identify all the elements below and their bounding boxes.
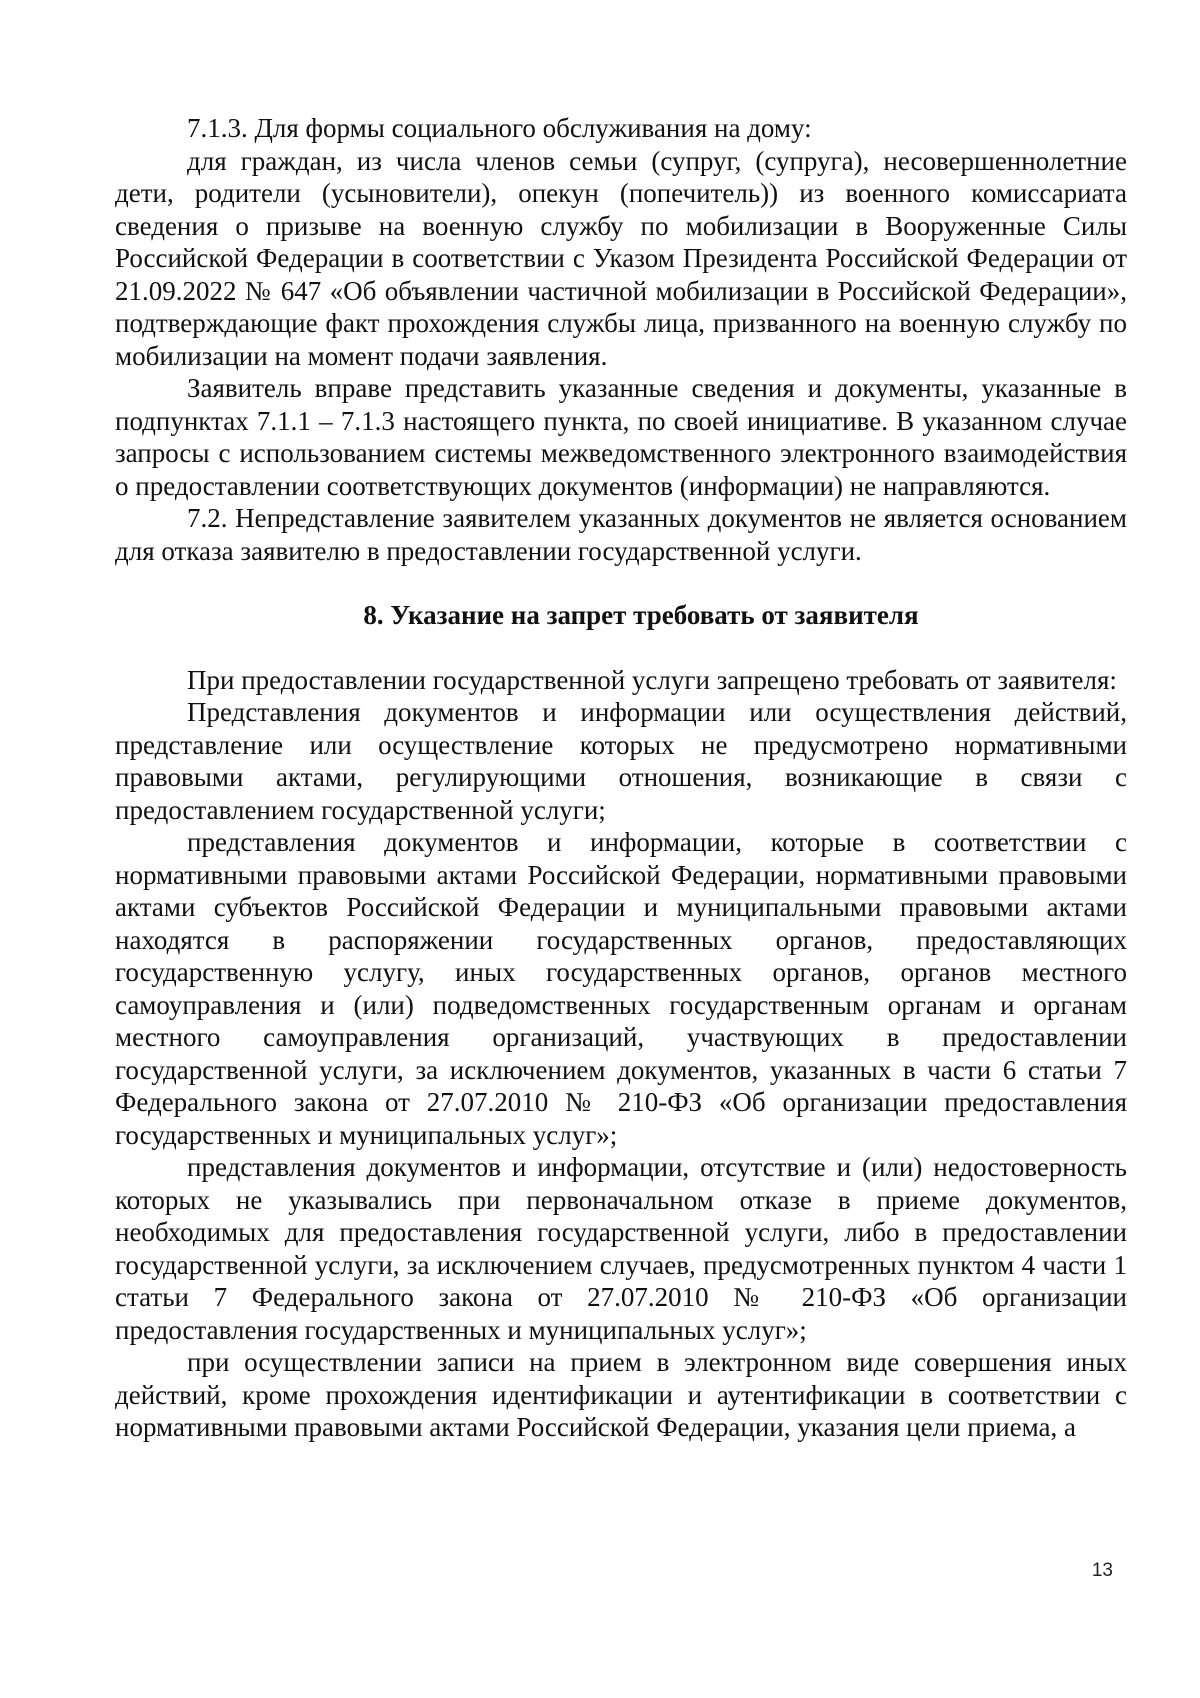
section-heading: 8. Указание на запрет требовать от заявителя: [363, 600, 919, 630]
spacer: [115, 632, 1127, 664]
spacer: [115, 567, 1127, 599]
paragraph-prohibition-3: представления документов и информации, отсутствие и (или) недостоверность которых не указывались при первоначальном отказе в приеме документов, необходимых для предоставления государственной услуги, либо в предоставлении государственной услуги, за исключением случаев, предусмотренных пунктом 4 части 1 статьи 7 Федерального закона от 27.07.2010 № 210-ФЗ «Об организации предоставления государственных и муниципальных услуг»;: [115, 1152, 1127, 1345]
document-page: [115, 112, 1127, 1444]
paragraph-7-1-3-title: 7.1.3. Для формы социального обслуживания на дому:: [187, 113, 812, 143]
page-number: 13: [1091, 1560, 1113, 1581]
paragraph-prohibition-2: представления документов и информации, которые в соответствии с нормативными правовыми актами Российской Федерации, нормативными правовыми актами субъектов Российской Федерации и муниципальными правовыми актами находятся в распоряжении государственных органов, предоставляющих государственную услугу, иных государственных органов, органов местного самоуправления и (или) подведомственных государственным органам и органам местного самоуправления организаций, участвующих в предоставлении государственной услуги, за исключением документов, указанных в части 6 статьи 7 Федерального закона от 27.07.2010 № 210-ФЗ «Об организации предоставления государственных и муниципальных услуг»;: [115, 827, 1127, 1150]
paragraph-7-2: 7.2. Непредставление заявителем указанных документов не является основанием для отказа заявителю в предоставлении государственной услуги.: [115, 503, 1127, 566]
paragraph-prohibition-intro: При предоставлении государственной услуги запрещено требовать от заявителя:: [187, 664, 1117, 695]
paragraph-applicant-right: Заявитель вправе представить указанные сведения и документы, указанные в подпунктах 7.1.1 – 7.1.3 настоящего пункта, по своей инициативе. В указанном случае запросы с использованием системы межведомственного электронного взаимодействия о предоставлении соответствующих документов (информации) не направляются.: [115, 373, 1127, 501]
paragraph-prohibition-4: при осуществлении записи на прием в электронном виде совершения иных действий, кроме прохождения идентификации и аутентификации в соответствии с нормативными правовыми актами Российской Федерации, указания цели приема, а: [115, 1347, 1127, 1442]
paragraph-prohibition-1: Представления документов и информации или осуществления действий, представление или осуществление которых не предусмотрено нормативными правовыми актами, регулирующими отношения, возникающие в связи с предоставлением государственной услуги;: [115, 697, 1127, 825]
paragraph-7-1-3-body: для граждан, из числа членов семьи (супруг, (супруга), несовершеннолетние дети, родители (усыновители), опекун (попечитель)) из военного комиссариата сведения о призыве на военную службу по мобилизации в Вооруженные Силы Российской Федерации в соответствии с Указом Президента Российской Федерации от 21.09.2022 № 647 «Об объявлении частичной мобилизации в Российской Федерации», подтверждающие факт прохождения службы лица, призванного на военную службу по мобилизации на момент подачи заявления.: [115, 145, 1127, 371]
